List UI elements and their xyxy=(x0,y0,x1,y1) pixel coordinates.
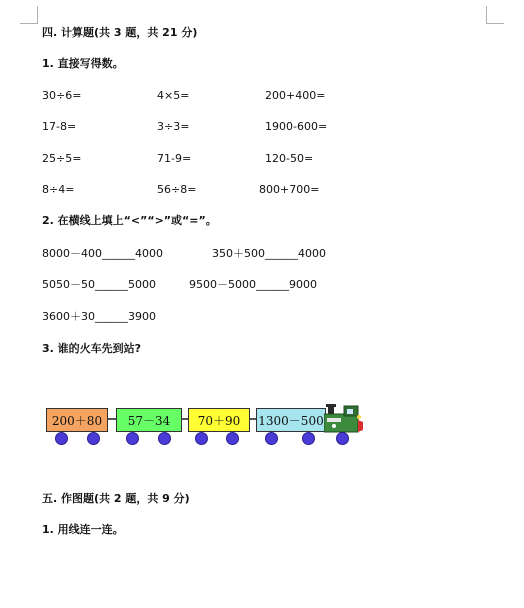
compare-item: 8000－400______4000 xyxy=(42,247,163,260)
crop-mark-left-horizontal xyxy=(20,23,38,24)
train-hitch xyxy=(108,418,116,420)
compare-item: 9500－5000______9000 xyxy=(189,278,317,291)
wheel-icon xyxy=(336,432,349,445)
wheel-icon xyxy=(226,432,239,445)
wheel-icon xyxy=(87,432,100,445)
section-4-title: 四. 计算题(共 3 题，共 21 分) xyxy=(42,26,198,39)
crop-mark-left-vertical xyxy=(37,6,38,24)
train-illustration xyxy=(40,402,370,454)
calc-item: 30÷6= xyxy=(42,89,82,102)
calc-item: 8÷4= xyxy=(42,183,75,196)
calc-item: 800+700= xyxy=(259,183,320,196)
calc-item: 71-9= xyxy=(157,152,192,165)
section-5-title: 五. 作图题(共 2 题，共 9 分) xyxy=(42,492,190,505)
crop-mark-right-horizontal xyxy=(486,23,504,24)
section-5-question-1-title: 1. 用线连一连。 xyxy=(42,523,124,536)
question-1-title: 1. 直接写得数。 xyxy=(42,57,124,70)
question-3-title: 3. 谁的火车先到站? xyxy=(42,342,142,355)
calc-item: 56÷8= xyxy=(157,183,197,196)
question-2-title: 2. 在横线上填上“<”“>”或“=”。 xyxy=(42,214,217,227)
wheel-icon xyxy=(195,432,208,445)
calc-item: 200+400= xyxy=(265,89,326,102)
compare-item: 5050－50______5000 xyxy=(42,278,156,291)
compare-item: 3600＋30______3900 xyxy=(42,310,156,323)
calc-item: 17-8= xyxy=(42,120,77,133)
crop-mark-right-vertical xyxy=(486,6,487,24)
compare-item: 350＋500______4000 xyxy=(212,247,326,260)
calc-item: 25÷5= xyxy=(42,152,82,165)
wheel-icon xyxy=(126,432,139,445)
calc-item: 4×5= xyxy=(157,89,190,102)
calc-item: 1900-600= xyxy=(265,120,328,133)
train-car-4: 1300－500 xyxy=(256,408,326,432)
wheel-icon xyxy=(158,432,171,445)
wheel-icon xyxy=(55,432,68,445)
train-car-1: 200＋80 xyxy=(46,408,108,432)
train-car-3: 70＋90 xyxy=(188,408,250,432)
wheel-icon xyxy=(302,432,315,445)
calc-item: 3÷3= xyxy=(157,120,190,133)
train-car-2: 57－34 xyxy=(116,408,182,432)
wheel-icon xyxy=(265,432,278,445)
calc-item: 120-50= xyxy=(265,152,314,165)
